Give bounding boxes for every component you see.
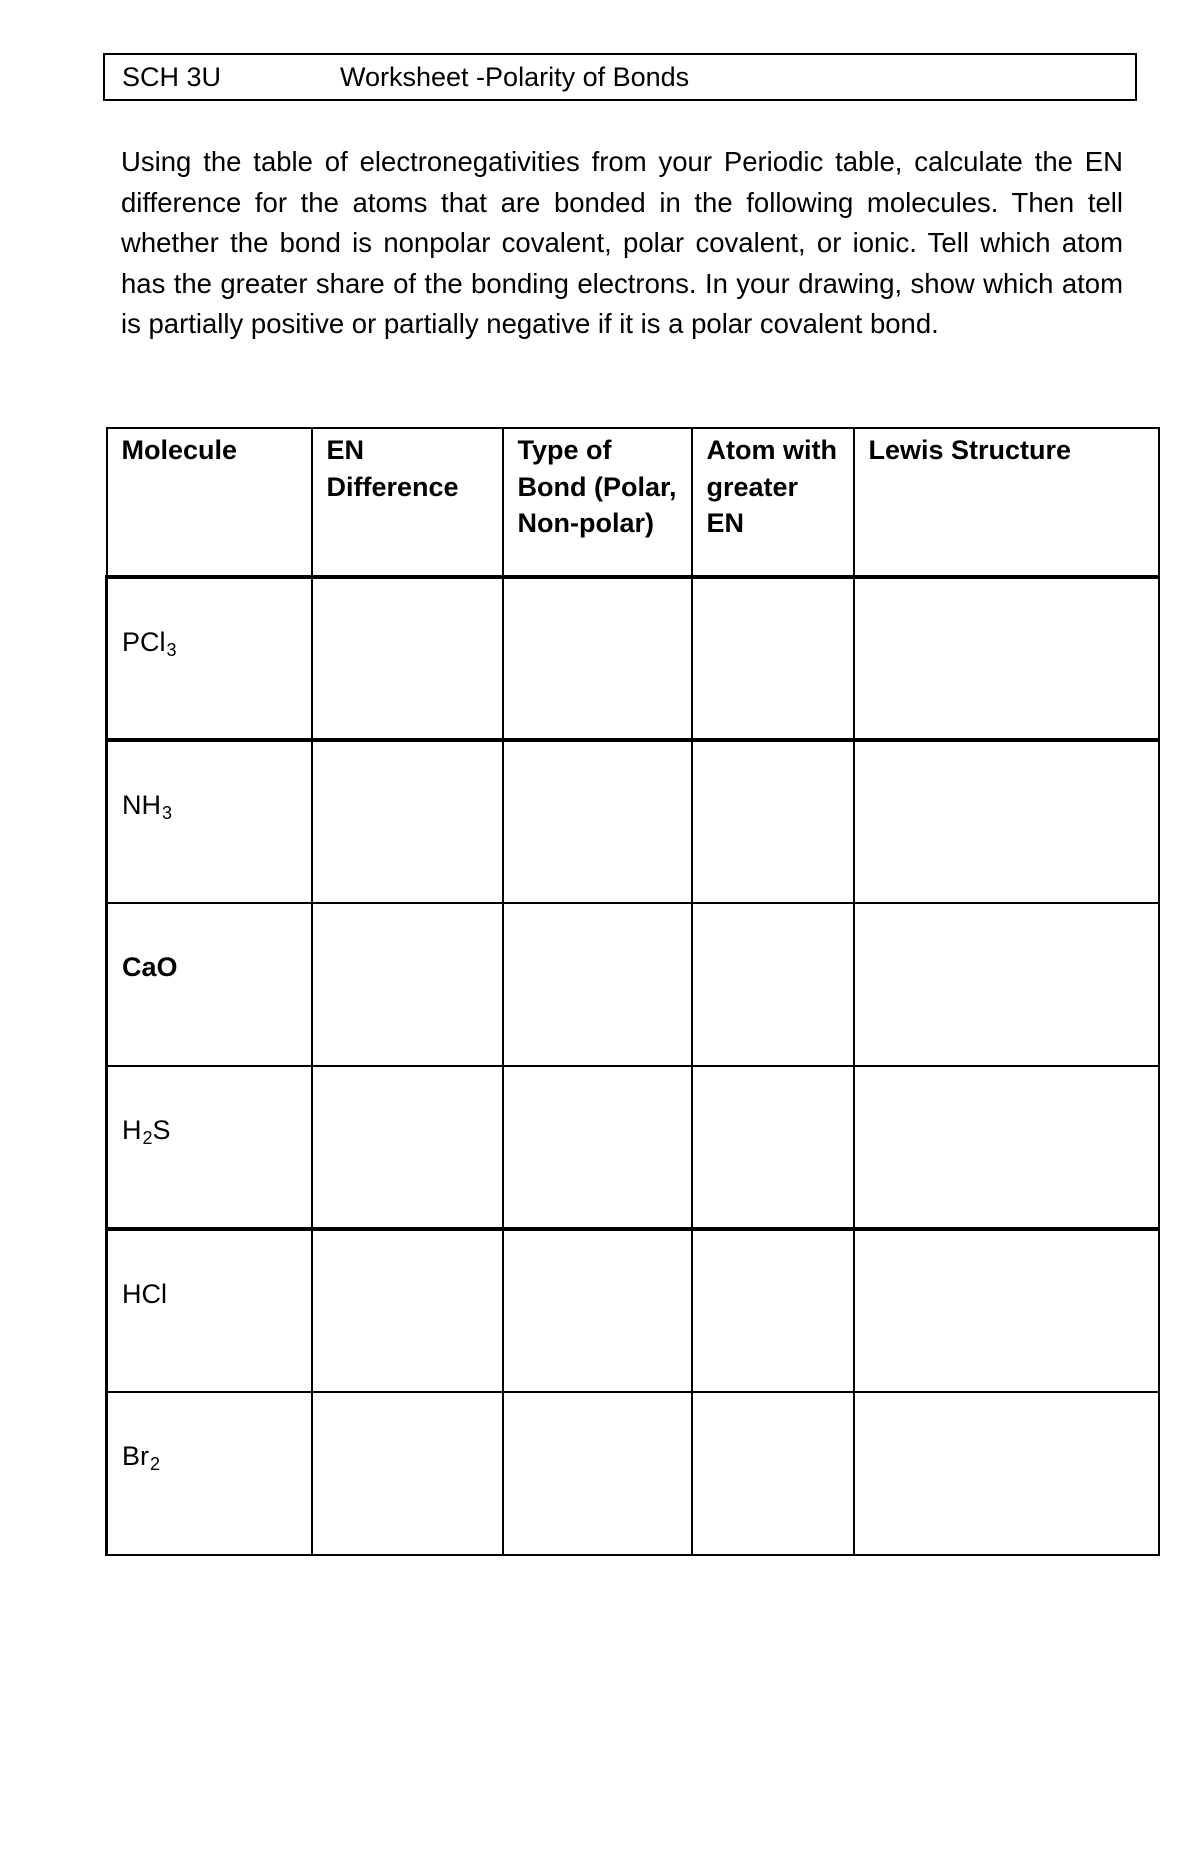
polarity-table — [105, 427, 1160, 1556]
en-difference-cell[interactable] — [312, 1392, 503, 1555]
bond-type-cell[interactable] — [503, 577, 692, 740]
worksheet-header — [103, 53, 1137, 101]
molecule-formula — [122, 790, 173, 823]
formula-subscript: 3 — [162, 803, 173, 823]
table-row — [107, 577, 1159, 740]
header-bond-type: Type of Bond (Polar, Non-polar) — [503, 428, 692, 577]
atom-greater-en-cell[interactable] — [692, 577, 854, 740]
formula-symbol: HCl — [122, 1279, 167, 1309]
formula-symbol: NH — [122, 790, 161, 820]
en-difference-cell[interactable] — [312, 1066, 503, 1229]
bond-type-cell[interactable] — [503, 1392, 692, 1555]
molecule-formula — [122, 952, 178, 982]
table-header-row — [107, 428, 1159, 577]
lewis-structure-cell[interactable] — [854, 740, 1159, 903]
en-difference-cell[interactable] — [312, 740, 503, 903]
bond-type-cell[interactable] — [503, 1229, 692, 1392]
atom-greater-en-cell[interactable] — [692, 1229, 854, 1392]
header-en-difference: EN Difference — [312, 428, 503, 577]
bond-type-cell[interactable] — [503, 1066, 692, 1229]
molecule-cell — [107, 577, 312, 740]
lewis-structure-cell[interactable] — [854, 1229, 1159, 1392]
atom-greater-en-cell[interactable] — [692, 903, 854, 1066]
en-difference-cell[interactable] — [312, 577, 503, 740]
header-atom-greater-en: Atom with greater EN — [692, 428, 854, 577]
molecule-formula — [122, 1115, 171, 1148]
atom-greater-en-cell[interactable] — [692, 1392, 854, 1555]
lewis-structure-cell[interactable] — [854, 903, 1159, 1066]
worksheet-title: Worksheet -Polarity of Bonds — [340, 62, 690, 92]
table-row — [107, 1066, 1159, 1229]
molecule-cell — [107, 740, 312, 903]
lewis-structure-cell[interactable] — [854, 577, 1159, 740]
bond-type-cell[interactable] — [503, 740, 692, 903]
en-difference-cell[interactable] — [312, 903, 503, 1066]
molecule-formula — [122, 1279, 167, 1309]
header-molecule: Molecule — [107, 428, 312, 577]
molecule-cell — [107, 1066, 312, 1229]
header-lewis-structure: Lewis Structure — [854, 428, 1159, 577]
formula-symbol: H — [122, 1115, 142, 1145]
formula-subscript: 2 — [142, 1128, 153, 1148]
formula-suffix: S — [152, 1115, 171, 1145]
table-row — [107, 740, 1159, 903]
lewis-structure-cell[interactable] — [854, 1392, 1159, 1555]
molecule-cell — [107, 1392, 312, 1555]
course-code: SCH 3U — [122, 62, 222, 92]
formula-subscript: 3 — [166, 640, 177, 660]
table-row — [107, 903, 1159, 1066]
formula-symbol: Br — [122, 1441, 149, 1471]
lewis-structure-cell[interactable] — [854, 1066, 1159, 1229]
formula-symbol: CaO — [122, 952, 178, 982]
en-difference-cell[interactable] — [312, 1229, 503, 1392]
bond-type-cell[interactable] — [503, 903, 692, 1066]
atom-greater-en-cell[interactable] — [692, 740, 854, 903]
table-row — [107, 1229, 1159, 1392]
molecule-cell — [107, 1229, 312, 1392]
formula-symbol: PCl — [122, 627, 166, 657]
molecule-formula — [122, 1441, 161, 1474]
molecule-cell — [107, 903, 312, 1066]
table-row — [107, 1392, 1159, 1555]
molecule-formula — [122, 627, 177, 660]
formula-subscript: 2 — [150, 1454, 161, 1474]
instructions-paragraph: Using the table of electronegativities from your Periodic table, calculate the EN difference for the atoms that are bonded in the following molecules. Then tell whether the bond is nonpolar covalent, polar covalent, or ionic. Tell which atom has the greater share of the bonding electrons. In your drawing, show which atom is partially positive or partially negative if it is a polar covalent bond. — [121, 146, 1123, 339]
atom-greater-en-cell[interactable] — [692, 1066, 854, 1229]
